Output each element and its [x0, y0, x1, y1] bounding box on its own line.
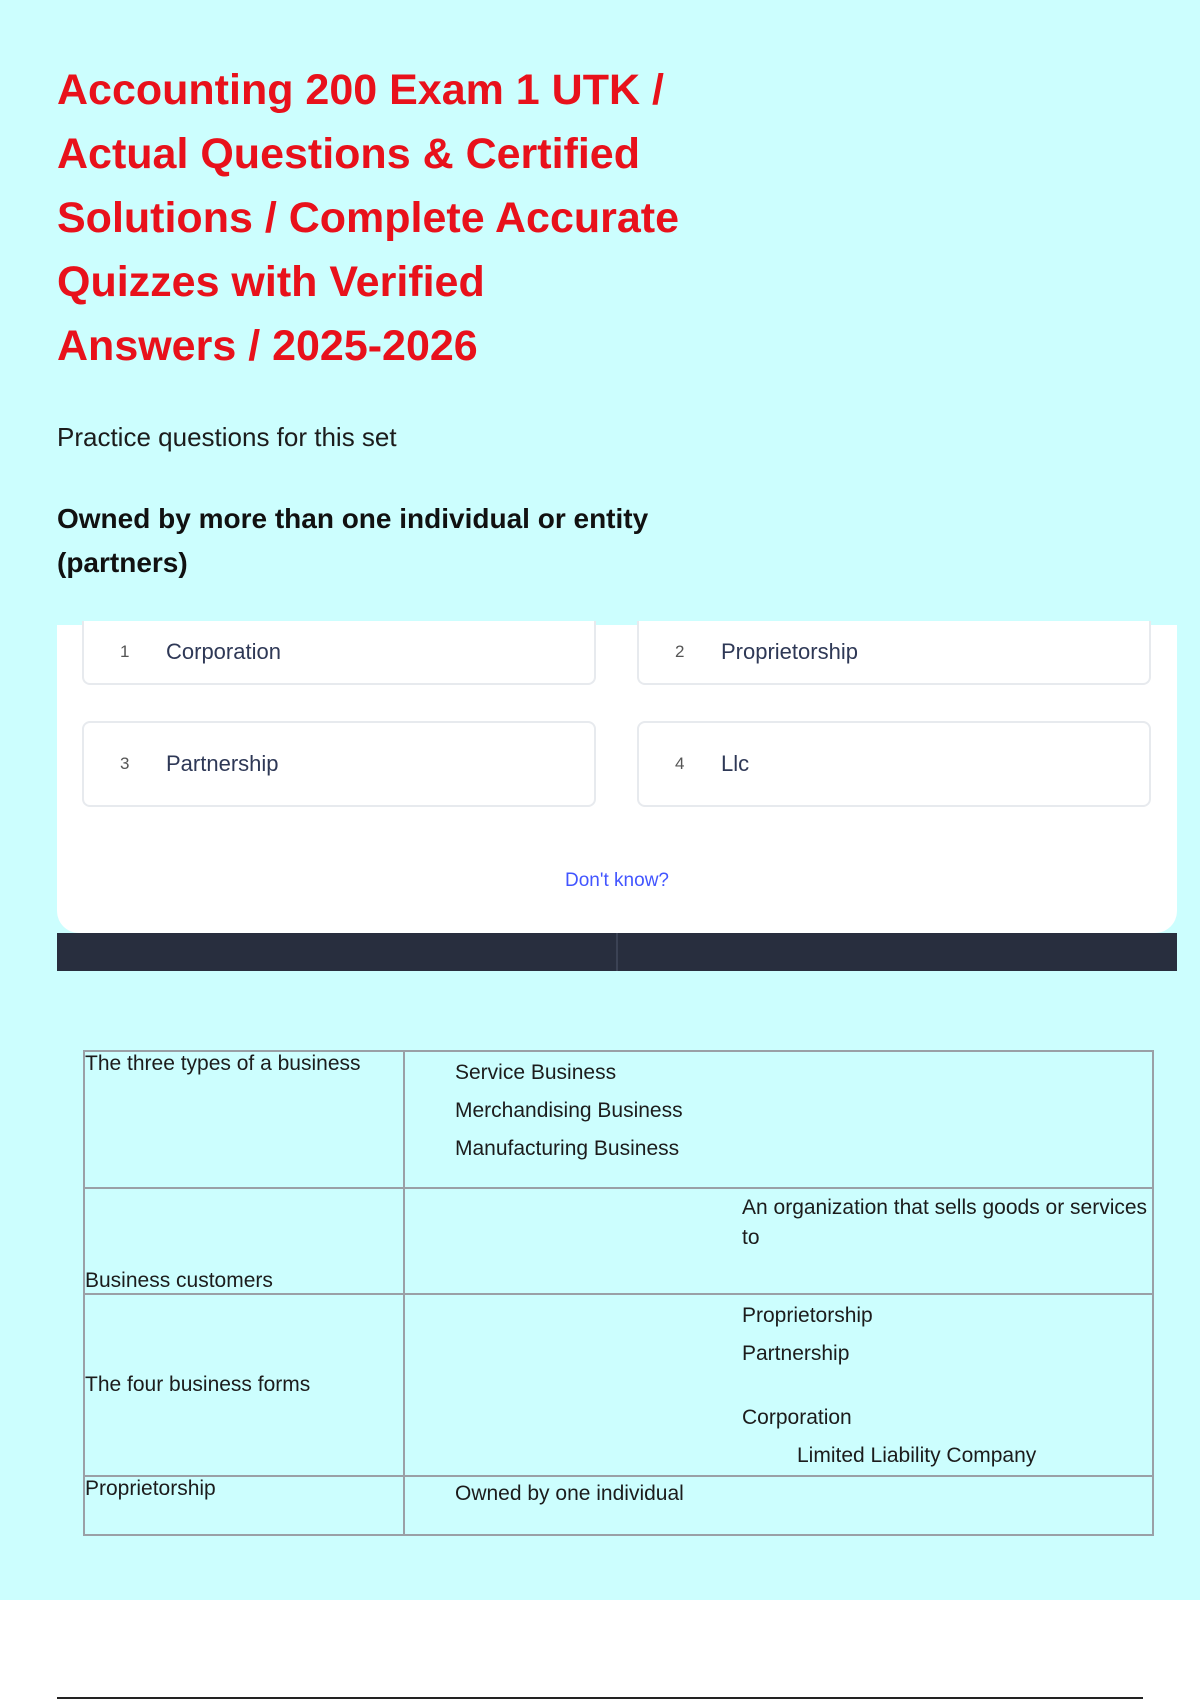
option-label: Partnership	[166, 751, 279, 776]
terms-table	[83, 1050, 1154, 1536]
option-number: 1	[120, 642, 130, 661]
definition-line: Corporation	[742, 1406, 852, 1429]
option-label: Proprietorship	[721, 639, 858, 664]
dont-know-link[interactable]: Don't know?	[565, 870, 669, 891]
table-row	[84, 1188, 1153, 1294]
term-cell: The four business forms	[84, 1294, 404, 1476]
card-footer-bar	[57, 933, 1177, 971]
page-title	[57, 58, 757, 378]
option-label: Corporation	[166, 639, 281, 664]
term-cell: The three types of a business	[84, 1051, 404, 1188]
table-row	[84, 1476, 1153, 1535]
table-row	[84, 1294, 1153, 1476]
question-prompt: Owned by more than one individual or entity (partners)	[57, 503, 649, 578]
answer-option-2[interactable]	[637, 621, 1151, 685]
subtitle: Practice questions for this set	[57, 422, 397, 452]
definition-cell	[404, 1476, 1153, 1535]
definition-line: Manufacturing Business	[455, 1137, 680, 1160]
footer-divider	[616, 933, 618, 971]
definition-line: Service Business	[455, 1061, 617, 1084]
title-line: Answers / 2025-2026	[57, 322, 478, 370]
option-number: 4	[675, 754, 685, 773]
definition-line: Partnership	[742, 1342, 850, 1365]
definition-line: Merchandising Business	[455, 1099, 683, 1122]
definition-line: Proprietorship	[742, 1304, 873, 1327]
definition-cell	[404, 1051, 1153, 1188]
definition-cell	[404, 1188, 1153, 1294]
definition-line: An organization that sells goods or services to	[742, 1196, 1148, 1249]
definition-cell	[404, 1294, 1153, 1476]
term-cell: Business customers	[84, 1188, 404, 1294]
title-line: Solutions / Complete Accurate	[57, 194, 680, 242]
title-line: Quizzes with Verified	[57, 258, 485, 306]
answer-card	[57, 625, 1177, 933]
bottom-rule	[57, 1697, 1143, 1699]
title-line: Accounting 200 Exam 1 UTK /	[57, 66, 664, 114]
answer-option-3[interactable]	[82, 721, 596, 807]
answer-option-4[interactable]	[637, 721, 1151, 807]
answer-option-1[interactable]	[82, 621, 596, 685]
definition-line: Limited Liability Company	[797, 1444, 1037, 1467]
definition-line: Owned by one individual	[455, 1482, 684, 1505]
table-row	[84, 1051, 1153, 1188]
option-number: 2	[675, 642, 685, 661]
term-cell: Proprietorship	[84, 1476, 404, 1535]
title-line: Actual Questions & Certified	[57, 130, 640, 178]
option-number: 3	[120, 754, 130, 773]
option-label: Llc	[721, 751, 750, 776]
